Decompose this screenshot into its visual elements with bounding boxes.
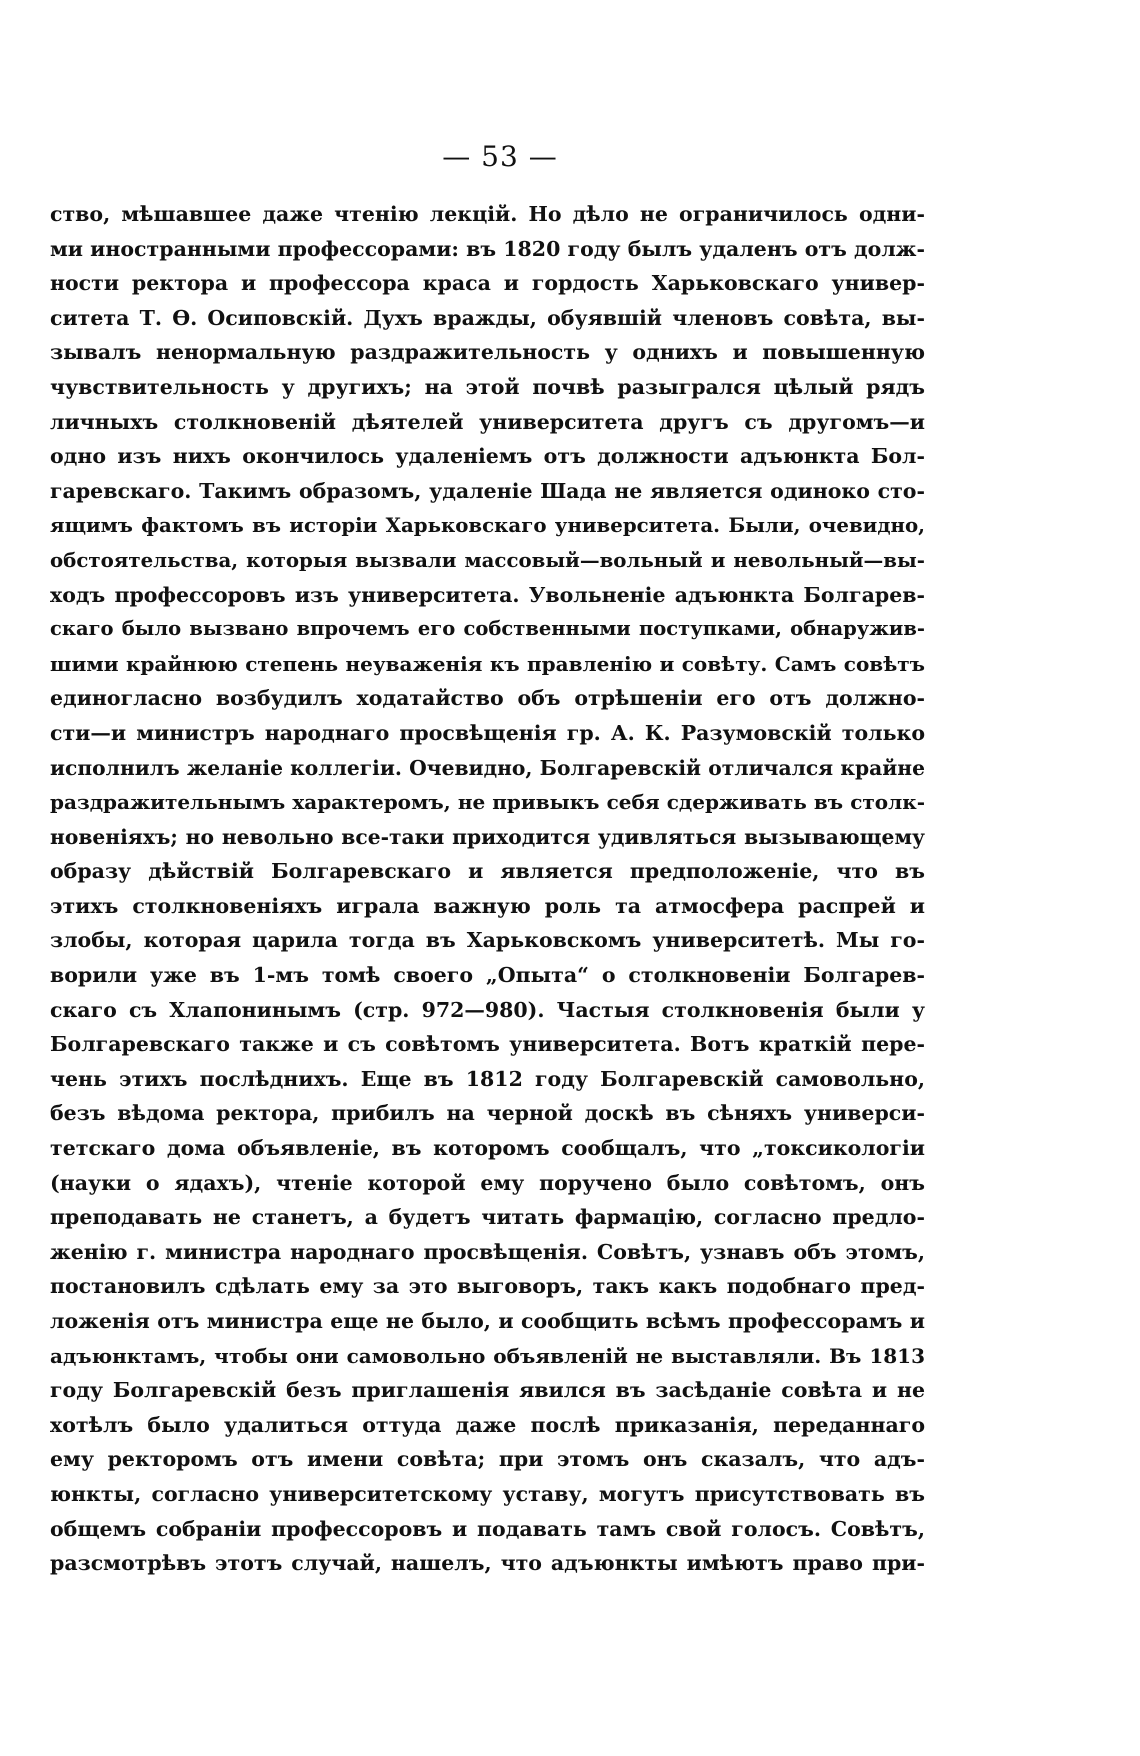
text-line: ности ректора и профессора краса и гордость Харьковскаго универ- bbox=[50, 271, 925, 296]
text-line: разсмотрѣвъ этотъ случай, нашелъ, что адъюнкты имѣютъ право при- bbox=[50, 1551, 925, 1576]
text-line: ему ректоромъ отъ имени совѣта; при этомъ онъ сказалъ, что адъ- bbox=[50, 1447, 925, 1472]
text-line: ящимъ фактомъ въ исторіи Харьковскаго университета. Были, очевидно, bbox=[50, 513, 925, 538]
text-line: исполнилъ желаніе коллегіи. Очевидно, Болгаревскій отличался крайне bbox=[50, 755, 925, 780]
text-line: гаревскаго. Такимъ образомъ, удаленіе Шада не является одиноко сто- bbox=[50, 478, 925, 503]
text-line: шими крайнюю степень неуваженія къ правленію и совѣту. Самъ совѣтъ bbox=[50, 651, 925, 676]
text-line: зывалъ ненормальную раздражительность у однихъ и повышенную bbox=[50, 340, 925, 365]
text-line: одно изъ нихъ окончилось удаленіемъ отъ должности адъюнкта Бол- bbox=[50, 444, 925, 469]
text-line: (науки о ядахъ), чтеніе которой ему поручено было совѣтомъ, онъ bbox=[50, 1170, 925, 1195]
text-line: году Болгаревскій безъ приглашенія явился въ засѣданіе совѣта и не bbox=[50, 1378, 925, 1403]
text-line: новеніяхъ; но невольно все-таки приходится удивляться вызывающему bbox=[50, 824, 925, 849]
text-line: ложенія отъ министра еще не было, и сообщить всѣмъ профессорамъ и bbox=[50, 1309, 925, 1333]
text-line: ми иностранными профессорами: въ 1820 году былъ удаленъ отъ долж- bbox=[50, 236, 925, 261]
text-line: ситета Т. Ѳ. Осиповскій. Духъ вражды, обуявшій членовъ совѣта, вы- bbox=[50, 305, 925, 330]
text-line: ство, мѣшавшее даже чтенію лекцій. Но дѣло не ограничилось одни- bbox=[50, 202, 925, 226]
page-number: — 53 — bbox=[442, 140, 558, 173]
text-line: юнкты, согласно университетскому уставу, могутъ присутствовать въ bbox=[50, 1481, 925, 1506]
text-line: тетскаго дома объявленіе, въ которомъ сообщалъ, что „токсикологіи bbox=[50, 1136, 925, 1161]
text-line: обстоятельства, которыя вызвали массовый—вольный и невольный—вы- bbox=[50, 547, 925, 572]
text-line: ворили уже въ 1-мъ томѣ своего „Опыта“ о столкновеніи Болгарев- bbox=[50, 963, 925, 988]
text-line: адъюнктамъ, чтобы они самовольно объявленій не выставляли. Въ 1813 bbox=[50, 1343, 925, 1368]
text-line: скаго съ Хлапонинымъ (стр. 972—980). Частыя столкновенія были у bbox=[50, 997, 925, 1022]
text-line: сти—и министръ народнаго просвѣщенія гр. А. К. Разумовскій только bbox=[50, 720, 925, 745]
text-line: раздражительнымъ характеромъ, не привыкъ себя сдерживать въ столк- bbox=[50, 790, 925, 815]
text-line: общемъ собраніи профессоровъ и подавать тамъ свой голосъ. Совѣтъ, bbox=[50, 1516, 925, 1541]
text-line: единогласно возбудилъ ходатайство объ отрѣшеніи его отъ должно- bbox=[50, 686, 925, 711]
text-line: этихъ столкновеніяхъ играла важную роль та атмосфера распрей и bbox=[50, 893, 925, 918]
text-line: чувствительность у другихъ; на этой почвѣ разыгрался цѣлый рядъ bbox=[50, 374, 925, 399]
text-line: постановилъ сдѣлать ему за это выговоръ, такъ какъ подобнаго пред- bbox=[50, 1274, 925, 1299]
text-line: Болгаревскаго также и съ совѣтомъ университета. Вотъ краткій пере- bbox=[50, 1032, 925, 1057]
text-line: безъ вѣдома ректора, прибилъ на черной доскѣ въ сѣняхъ универси- bbox=[50, 1101, 925, 1126]
text-line: злобы, которая царила тогда въ Харьковскомъ университетѣ. Мы го- bbox=[50, 928, 925, 953]
text-line: ходъ профессоровъ изъ университета. Увольненіе адъюнкта Болгарев- bbox=[50, 582, 925, 607]
text-line: личныхъ столкновеній дѣятелей университета другъ съ другомъ—и bbox=[50, 409, 925, 434]
body-text bbox=[50, 197, 925, 1581]
text-line: хотѣлъ было удалиться оттуда даже послѣ приказанія, переданнаго bbox=[50, 1412, 925, 1437]
text-line: чень этихъ послѣднихъ. Еще въ 1812 году Болгаревскій самовольно, bbox=[50, 1066, 925, 1091]
text-line: преподавать не станетъ, а будетъ читать фармацію, согласно предло- bbox=[50, 1205, 925, 1230]
text-line: образу дѣйствій Болгаревскаго и является предположеніе, что въ bbox=[50, 859, 925, 884]
text-line: женію г. министра народнаго просвѣщенія. Совѣтъ, узнавъ объ этомъ, bbox=[50, 1239, 925, 1264]
text-line: скаго было вызвано впрочемъ его собственными поступками, обнаружив- bbox=[50, 617, 925, 641]
